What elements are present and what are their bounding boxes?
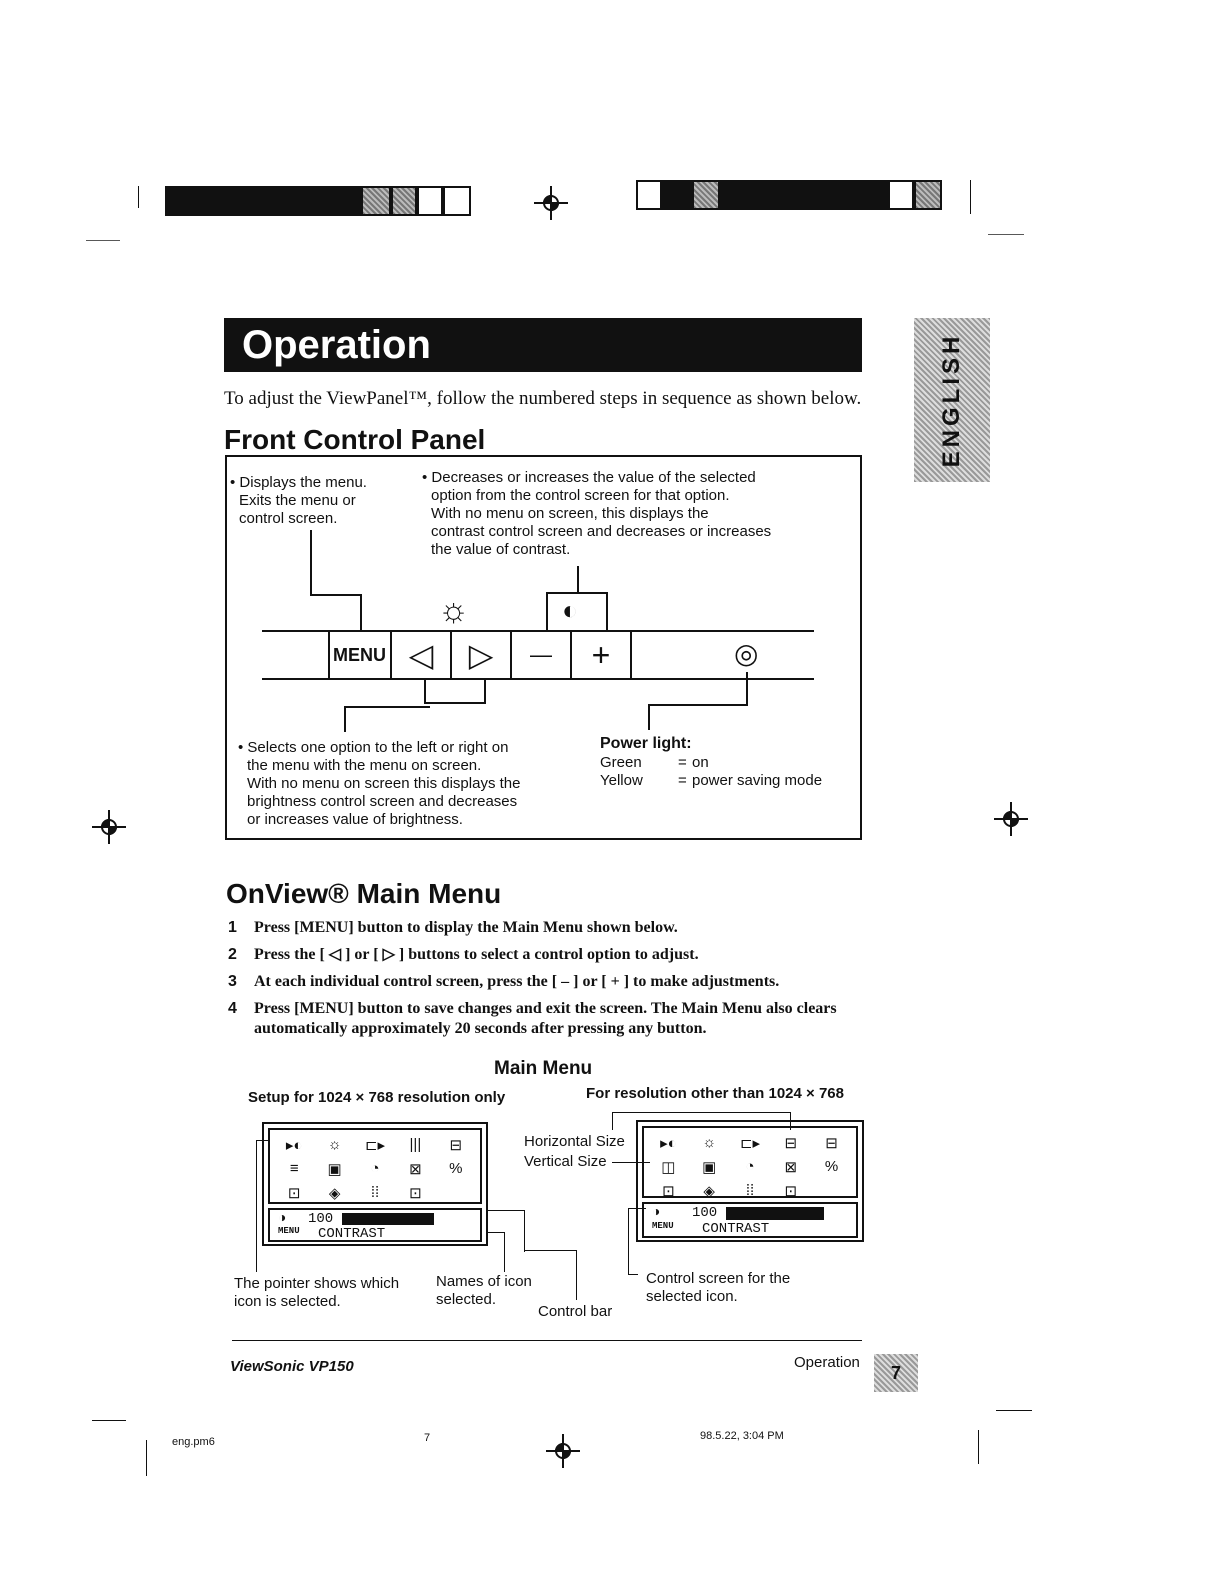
power-eq: = [678, 754, 687, 771]
leader-line [256, 1140, 270, 1141]
caption-line: selected. [436, 1291, 497, 1308]
power-row [600, 754, 822, 772]
caption-names [436, 1273, 532, 1309]
leader-line [424, 702, 486, 704]
step-text: Press [MENU] button to save changes and exit the screen. The Main Menu also clears automatically approximately 20 seconds after pressing any button. [254, 1000, 837, 1037]
crosshair-icon [534, 186, 568, 220]
note-line: option from the control screen for that option. [431, 487, 730, 504]
leader-line [310, 594, 362, 596]
leader-line [360, 594, 362, 632]
step-number: 1 [228, 919, 237, 936]
figure-title: Main Menu [494, 1058, 593, 1079]
trim-mark [996, 1410, 1032, 1411]
control-name-row [652, 1221, 848, 1237]
control-screen-right [642, 1202, 858, 1238]
leader-line [628, 1208, 646, 1209]
step-item [228, 918, 868, 938]
caption-control-screen [646, 1270, 790, 1306]
language-tab [914, 318, 990, 482]
onview-steps [228, 918, 868, 1046]
color-menu-icon[interactable]: ▣ [327, 1161, 342, 1178]
page-title: Operation [224, 318, 862, 372]
leader-line [546, 592, 608, 594]
info-menu-icon[interactable]: ⁞⁞ [745, 1182, 755, 1199]
right-arrow-button[interactable]: ▷ [450, 630, 512, 680]
control-value-row [278, 1211, 472, 1226]
crosshair-icon [92, 810, 126, 844]
note-line: or increases value of brightness. [247, 811, 463, 828]
control-name: CONTRAST [702, 1221, 770, 1237]
auto-menu-icon[interactable]: % [824, 1158, 839, 1175]
leader-line [577, 566, 579, 594]
trim-mark [138, 186, 139, 208]
caption-line: selected icon. [646, 1288, 738, 1305]
leader-line [546, 592, 548, 630]
brightness-icon: ☼ [438, 591, 470, 629]
auto-menu-icon[interactable]: % [449, 1160, 463, 1177]
brightness-menu-icon[interactable]: ☼ [702, 1134, 717, 1151]
menu-button[interactable]: MENU [328, 630, 392, 680]
osd-timer-menu-icon[interactable]: ◔ [370, 1160, 380, 1177]
leader-line [612, 1112, 790, 1113]
trim-mark [988, 234, 1024, 235]
note-line: contrast control screen and decreases or increases [431, 523, 772, 540]
control-value: 100 [308, 1210, 334, 1227]
note-line: brightness control screen and decreases [247, 793, 518, 810]
leader-line [612, 1112, 613, 1130]
leader-line [310, 530, 312, 596]
note-line: • Displays the menu. [230, 474, 367, 491]
caption-line: icon is selected. [234, 1293, 341, 1310]
note-menu [230, 474, 367, 528]
leader-line [488, 1232, 504, 1233]
leader-line [488, 1210, 524, 1211]
note-plus-minus [422, 469, 771, 559]
icon-grid [274, 1136, 476, 1202]
contrast-icon: ◐ [562, 595, 578, 625]
crosshair-icon [546, 1434, 580, 1468]
footer-model: ViewSonic VP150 [230, 1358, 354, 1375]
v-size-menu-icon[interactable]: ◫ [661, 1159, 676, 1176]
footer-page-tab [874, 1354, 918, 1392]
note-line: • Selects one option to the left or right on [238, 739, 509, 756]
step-item [228, 999, 868, 1039]
control-value-row [652, 1205, 848, 1221]
contrast-menu-icon[interactable]: ▸◐ [285, 1137, 303, 1154]
trim-mark [92, 1420, 126, 1421]
info-menu-icon[interactable]: ⁞⁞ [370, 1184, 380, 1201]
note-line: Exits the menu or [239, 492, 356, 509]
step-number: 3 [228, 973, 237, 990]
step-item [228, 972, 868, 992]
leader-line [524, 1210, 525, 1252]
caption-line: Names of icon [436, 1273, 532, 1290]
v-position-menu-icon[interactable]: ⊟ [825, 1135, 838, 1152]
leader-line [746, 672, 748, 706]
power-light-legend [600, 735, 822, 790]
power-row [600, 772, 822, 790]
leader-line [344, 706, 430, 708]
phase-menu-icon[interactable]: ≡ [289, 1160, 299, 1177]
slug-timestamp: 98.5.22, 3:04 PM [700, 1430, 784, 1442]
contrast-menu-icon[interactable]: ▸◐ [660, 1135, 677, 1152]
leader-line [576, 1250, 577, 1300]
power-light-icon: ◎ [734, 638, 759, 669]
color-menu-icon[interactable]: ▣ [702, 1159, 717, 1176]
caption-control-bar: Control bar [538, 1303, 613, 1320]
power-eq: = [678, 772, 687, 789]
brightness-menu-icon[interactable]: ☼ [327, 1136, 342, 1153]
language-menu-icon[interactable]: ◈ [328, 1185, 341, 1202]
left-arrow-button[interactable]: ◁ [390, 630, 452, 680]
leader-line [344, 706, 346, 732]
h-position-menu-icon[interactable]: ⊏▸ [364, 1137, 386, 1154]
note-line: With no menu on screen, this displays the [431, 505, 709, 522]
note-line: • Decreases or increases the value of the selected [422, 469, 756, 486]
exit-menu-icon[interactable]: ⊡ [409, 1185, 422, 1202]
caption-line: Control screen for the [646, 1270, 791, 1287]
step-text: Press [MENU] button to display the Main Menu shown below. [254, 919, 678, 936]
power-meaning: power saving mode [692, 772, 823, 789]
menu-small-label: MENU [652, 1221, 674, 1231]
note-line: control screen. [239, 510, 338, 527]
osd-timer-menu-icon[interactable]: ◔ [745, 1158, 755, 1175]
h-size-menu-icon[interactable]: ⊟ [784, 1135, 798, 1152]
control-name: CONTRAST [318, 1226, 386, 1242]
step-text: At each individual control screen, press the [ – ] or [ + ] to make adjustments. [254, 973, 780, 990]
note-line: the value of contrast. [431, 541, 571, 558]
h-size-menu-icon[interactable]: ||| [409, 1136, 422, 1153]
leader-line [628, 1274, 638, 1275]
control-bar[interactable] [726, 1207, 824, 1220]
h-position-menu-icon[interactable]: ⊏▸ [739, 1135, 761, 1152]
leader-line [504, 1232, 505, 1272]
contrast-small-icon: ◑ [278, 1210, 287, 1227]
leader-line [648, 704, 748, 706]
exit-menu-icon[interactable]: ⊡ [784, 1183, 798, 1200]
plus-button[interactable]: + [570, 630, 632, 680]
onview-heading: OnView® Main Menu [226, 878, 502, 909]
step-text: Press the [ ◁ ] or [ ▷ ] buttons to select a control option to adjust. [254, 946, 699, 963]
footer-page-number: 7 [890, 1362, 901, 1383]
icon-panel [268, 1128, 482, 1204]
front-button-row [330, 630, 632, 680]
trim-mark [978, 1430, 979, 1464]
menu-small-label: MENU [278, 1226, 300, 1236]
h-size-label: Horizontal Size [524, 1133, 625, 1150]
registration-bar-left [165, 186, 471, 216]
leader-line [606, 592, 608, 630]
trim-mark [146, 1440, 147, 1476]
leader-line [424, 680, 426, 704]
step-number: 2 [228, 946, 237, 963]
trim-mark [86, 240, 120, 241]
footer-rule [232, 1340, 862, 1341]
osd-position-menu-icon[interactable]: ⊡ [662, 1183, 675, 1200]
icon-panel [642, 1126, 858, 1198]
language-menu-icon[interactable]: ◈ [703, 1183, 715, 1200]
v-size-label: Vertical Size [524, 1153, 607, 1170]
front-panel-heading: Front Control Panel [224, 424, 486, 455]
contrast-small-icon: ◑ [652, 1205, 661, 1221]
osd-position-menu-icon[interactable]: ⊡ [287, 1185, 301, 1202]
control-bar[interactable] [342, 1213, 434, 1225]
power-color: Yellow [600, 772, 643, 789]
left-figure-label: Setup for 1024 × 768 resolution only [248, 1089, 506, 1106]
power-meaning: on [692, 754, 709, 771]
control-value: 100 [692, 1205, 718, 1221]
registration-bar-right [636, 180, 942, 210]
caption-line: The pointer shows which [234, 1275, 400, 1292]
v-position-menu-icon[interactable]: ⊟ [449, 1137, 463, 1154]
note-line: the menu with the menu on screen. [247, 757, 482, 774]
leader-line [790, 1112, 791, 1130]
intro-text: To adjust the ViewPanel™, follow the numbered steps in sequence as shown below. [224, 388, 862, 409]
right-figure-label: For resolution other than 1024 × 768 [586, 1085, 844, 1102]
trim-mark [970, 180, 971, 214]
leader-line [648, 704, 650, 730]
leader-line [484, 680, 486, 704]
note-arrows [238, 739, 520, 829]
recall-menu-icon[interactable]: ⊠ [409, 1161, 422, 1178]
crosshair-icon [994, 802, 1028, 836]
control-screen-left [268, 1208, 482, 1242]
slug-file: eng.pm6 [172, 1436, 215, 1448]
caption-pointer [234, 1275, 399, 1311]
leader-line [524, 1250, 576, 1251]
minus-button[interactable]: — [510, 630, 572, 680]
slug-page: 7 [424, 1432, 431, 1444]
leader-line [256, 1140, 257, 1272]
step-item [228, 945, 868, 965]
power-color: Green [600, 754, 642, 771]
icon-grid [648, 1134, 852, 1200]
language-tab-label: ENGLISH [938, 332, 965, 468]
recall-menu-icon[interactable]: ⊠ [784, 1159, 798, 1176]
control-name-row [278, 1226, 472, 1241]
leader-line [612, 1162, 650, 1163]
leader-line [628, 1208, 629, 1274]
power-light-heading: Power light: [600, 735, 692, 752]
note-line: With no menu on screen this displays the [247, 775, 521, 792]
footer-section: Operation [794, 1354, 860, 1371]
main-menu-left [262, 1122, 488, 1246]
step-number: 4 [228, 1000, 237, 1017]
main-menu-right [636, 1120, 864, 1242]
